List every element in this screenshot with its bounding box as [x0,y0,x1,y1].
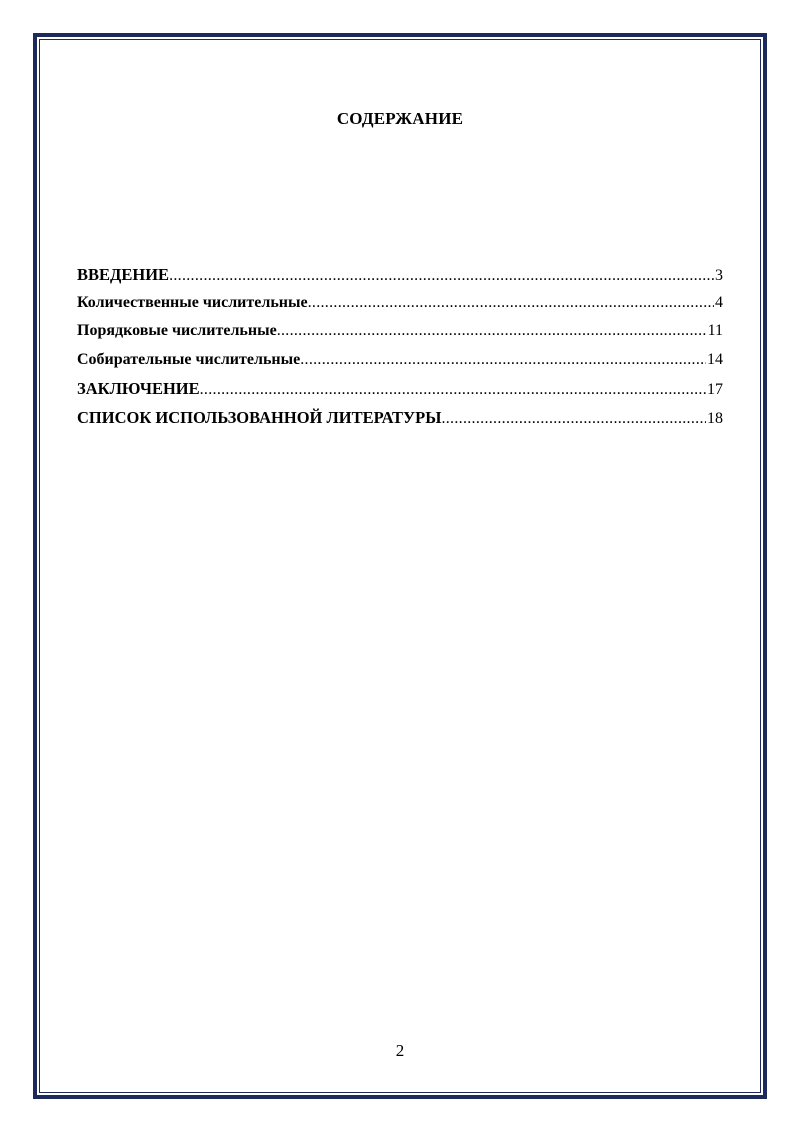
toc-entry-label: ВВЕДЕНИЕ [77,265,170,284]
table-of-contents [77,265,723,436]
toc-entry-label: ЗАКЛЮЧЕНИЕ [77,379,200,398]
toc-entry-page: 18 [707,409,723,427]
page-number: 2 [395,1041,405,1060]
toc-entry-collective-numerals[interactable] [77,351,723,380]
toc-entry-label: Собирательные числительные [77,350,301,368]
toc-entry-conclusion[interactable] [77,379,723,408]
toc-entry-page: 3 [715,267,723,284]
toc-entry-cardinal-numerals[interactable] [77,294,723,323]
toc-dot-leader [441,410,706,428]
toc-entry-page: 11 [707,322,723,339]
toc-dot-leader [300,351,706,369]
toc-dot-leader [169,267,714,285]
toc-entry-label: Порядковые числительные [77,322,277,339]
toc-dot-leader [308,294,714,312]
page-border-inner [39,39,761,1093]
toc-entry-introduction[interactable] [77,265,723,294]
toc-dot-leader [277,322,707,340]
toc-title: СОДЕРЖАНИЕ [336,109,464,128]
toc-dot-leader [200,381,706,399]
toc-entry-label: СПИСОК ИСПОЛЬЗОВАННОЙ ЛИТЕРАТУРЫ [77,407,442,427]
toc-entry-label: Количественные числительные [77,293,308,311]
toc-entry-page: 4 [715,293,723,311]
toc-entry-ordinal-numerals[interactable] [77,322,723,351]
toc-entry-references[interactable] [77,408,723,437]
toc-entry-page: 14 [707,350,723,368]
toc-entry-page: 17 [707,381,723,398]
